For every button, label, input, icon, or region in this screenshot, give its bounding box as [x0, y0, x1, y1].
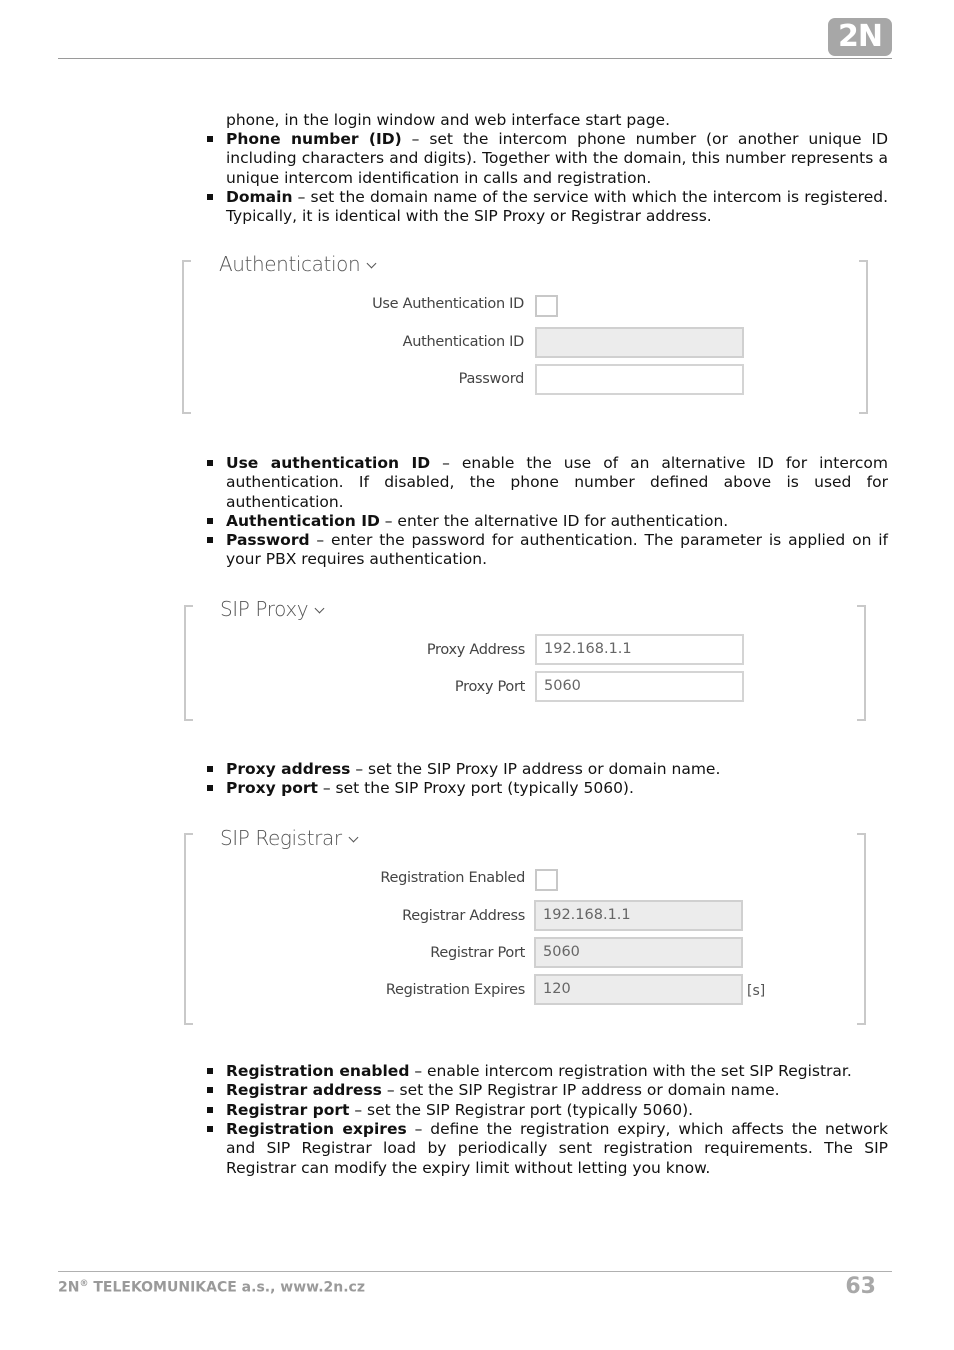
header-divider: [58, 58, 892, 59]
registrar-address-input[interactable]: 192.168.1.1: [534, 900, 743, 931]
bullet-term: Proxy port: [226, 779, 318, 797]
bullet-text: – set the SIP Registrar port (typically 5060).: [349, 1101, 694, 1119]
bullet-term: Password: [226, 531, 310, 549]
list-item: [226, 130, 888, 188]
intro-continuation: phone, in the login window and web interface start page.: [226, 111, 670, 129]
password-label: Password: [458, 371, 524, 387]
panel-title-sip-registrar[interactable]: [220, 826, 357, 850]
list-item: [226, 1062, 888, 1081]
list-item: [226, 512, 888, 531]
panel-bracket-right: [859, 260, 868, 414]
panel-bracket-left: [184, 833, 193, 1025]
bullet-term: Registrar address: [226, 1081, 382, 1099]
auth-id-label: Authentication ID: [402, 334, 524, 350]
bullet-text: – set the SIP Proxy IP address or domain name.: [350, 760, 721, 778]
bullet-term: Authentication ID: [226, 512, 380, 530]
password-input[interactable]: [535, 364, 744, 395]
bullet-text: – define the registration expiry, which affects the network and SIP Registrar load by periodically sent registration requirements. The SIP Registrar can modify the expiry limit without letting you know.: [226, 1120, 888, 1177]
2n-logo: 2N: [828, 18, 892, 56]
registrar-port-input[interactable]: 5060: [534, 937, 743, 968]
bullet-term: Phone number (ID): [226, 130, 402, 148]
bullet-term: Domain: [226, 188, 293, 206]
bullet-text: – set the SIP Proxy port (typically 5060).: [317, 779, 634, 797]
registration-enabled-label: Registration Enabled: [380, 870, 525, 886]
list-item: [226, 454, 888, 512]
bullet-text: – set the SIP Registrar IP address or domain name.: [381, 1081, 780, 1099]
use-auth-id-checkbox[interactable]: [535, 295, 558, 317]
footer-divider: [58, 1271, 892, 1272]
proxy-address-label: Proxy Address: [426, 642, 525, 658]
list-item: [226, 760, 888, 779]
footer-company-prefix: 2N: [58, 1279, 80, 1296]
chevron-down-icon: [348, 833, 358, 843]
bullet-term: Registrar port: [226, 1101, 350, 1119]
panel-bracket-left: [182, 260, 191, 414]
bullet-term: Registration expires: [226, 1120, 407, 1138]
panel-title-label: SIP Proxy: [220, 597, 309, 621]
registered-mark: ®: [79, 1279, 89, 1289]
bullet-text: – enter the password for authentication. The parameter is applied on if your PBX requires authentication.: [226, 531, 888, 569]
list-item: [226, 1120, 888, 1178]
registration-enabled-checkbox[interactable]: [535, 869, 558, 891]
bullet-text: – enter the alternative ID for authentication.: [379, 512, 729, 530]
panel-bracket-right: [857, 605, 866, 721]
expires-unit-label: [s]: [747, 983, 766, 999]
chevron-down-icon: [367, 259, 377, 269]
bullet-text: – enable the use of an alternative ID for intercom authentication. If disabled, the phone number defined above is used for authentication.: [226, 454, 888, 511]
proxy-port-label: Proxy Port: [454, 679, 525, 695]
footer-company: [58, 1279, 365, 1296]
bullet-term: Registration enabled: [226, 1062, 410, 1080]
auth-id-input[interactable]: [535, 327, 744, 358]
bullet-term: Use authentication ID: [226, 454, 431, 472]
bullet-text: – set the domain name of the service with which the intercom is registered. Typically, it is identical with the SIP Proxy or Registrar address.: [226, 188, 888, 226]
registrar-address-label: Registrar Address: [402, 908, 525, 924]
use-auth-id-label: Use Authentication ID: [372, 296, 524, 312]
panel-title-authentication[interactable]: [219, 252, 375, 276]
chevron-down-icon: [315, 604, 325, 614]
bullet-text: – enable intercom registration with the set SIP Registrar.: [409, 1062, 852, 1080]
proxy-address-input[interactable]: 192.168.1.1: [535, 634, 744, 665]
registrar-port-label: Registrar Port: [430, 945, 525, 961]
list-item: [226, 779, 888, 798]
page-number: 63: [845, 1274, 876, 1299]
registration-expires-input[interactable]: 120: [534, 974, 743, 1005]
list-item: [226, 1081, 888, 1100]
panel-title-label: SIP Registrar: [220, 826, 342, 850]
proxy-port-input[interactable]: 5060: [535, 671, 744, 702]
list-item: [226, 531, 888, 570]
list-item: [226, 1101, 888, 1120]
bullet-text: – set the intercom phone number (or another unique ID including characters and digits). Together with the domain, this number represents a unique intercom identification in calls and registration.: [226, 130, 889, 187]
panel-title-sip-proxy[interactable]: [220, 597, 323, 621]
panel-bracket-right: [857, 833, 866, 1025]
panel-title-label: Authentication: [219, 252, 361, 276]
panel-bracket-left: [184, 605, 193, 721]
bullet-term: Proxy address: [226, 760, 351, 778]
footer-company-rest: TELEKOMUNIKACE a.s., www.2n.cz: [88, 1279, 365, 1296]
registration-expires-label: Registration Expires: [385, 982, 525, 998]
list-item: [226, 188, 888, 227]
